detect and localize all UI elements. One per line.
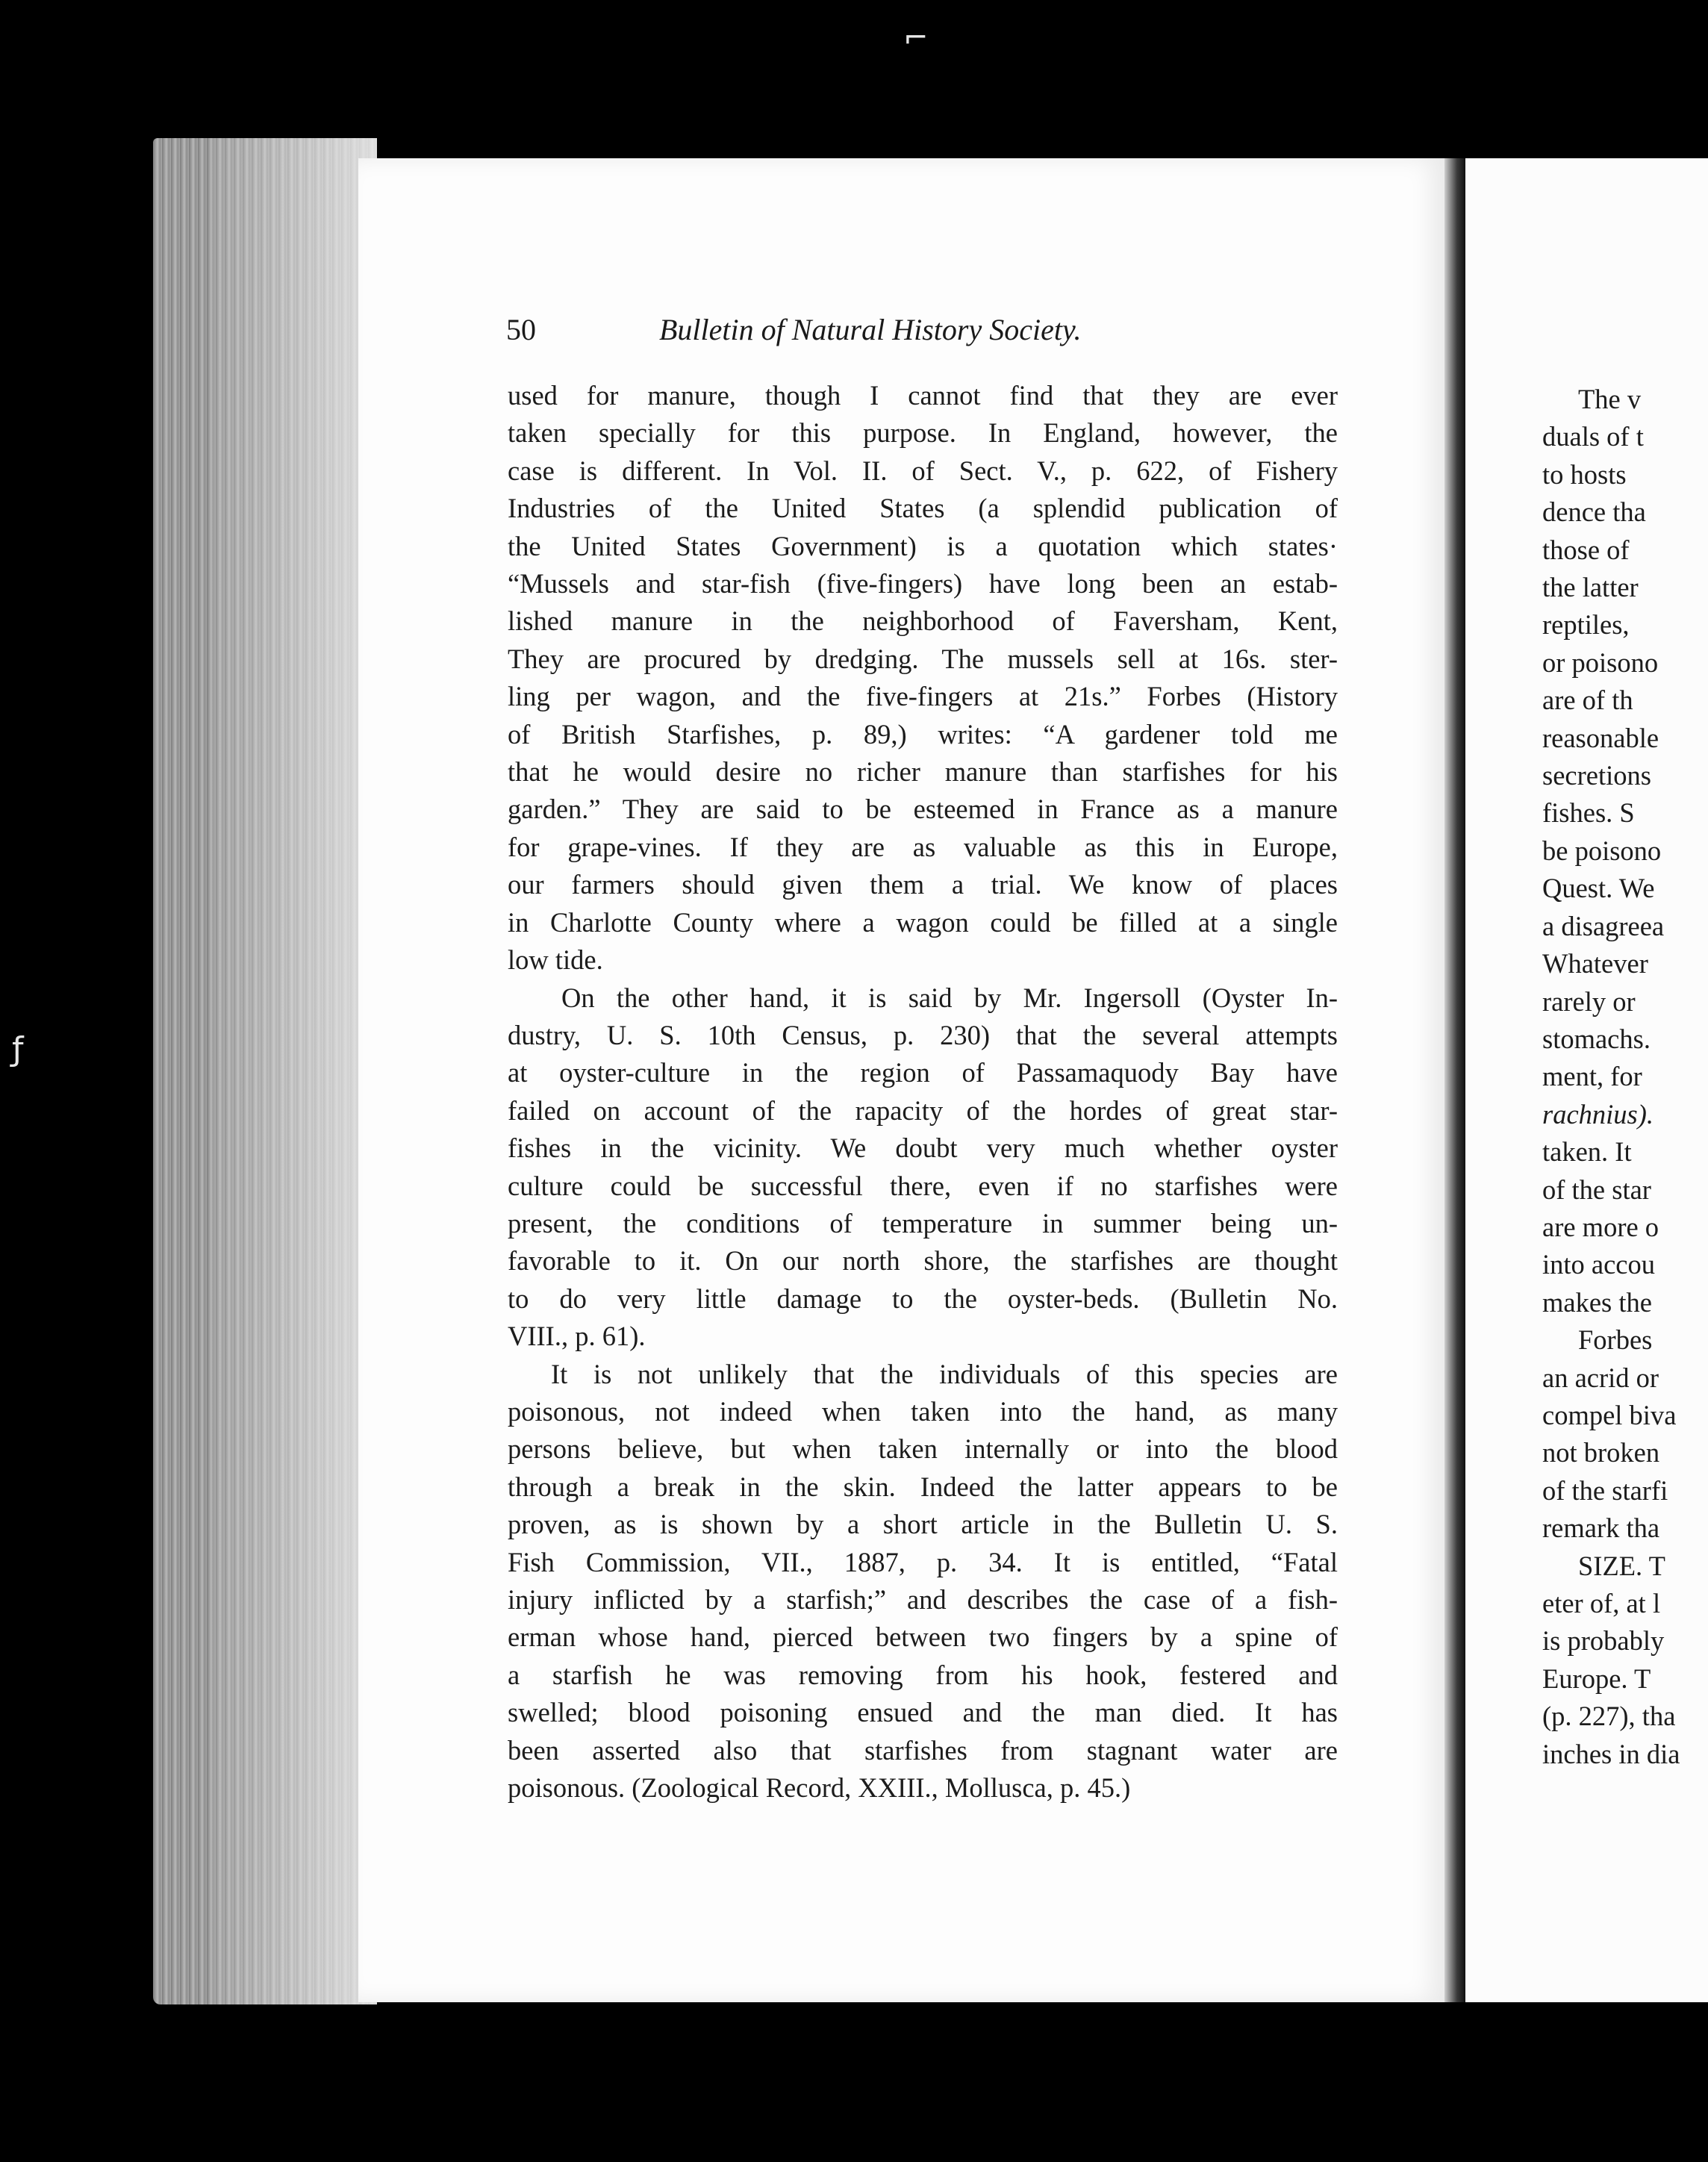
text-line: of the star [1542,1174,1651,1205]
book-gutter [1444,158,1465,2002]
text-line: present, the conditions of temperature in summer being un- [508,1207,1338,1239]
text-line: at oyster-culture in the region of Passamaquody Bay have [508,1057,1338,1088]
text-line: SIZE. T [1578,1550,1665,1581]
text-line: swelled; blood poisoning ensued and the man died. It has [508,1697,1338,1728]
text-line: taken. It [1542,1136,1632,1168]
text-line: fishes. S [1542,797,1635,829]
text-line: those of [1542,534,1630,565]
paragraph [508,979,1338,1356]
text-line: the United States Government) is a quotation which states· [508,530,1338,561]
text-line: are of th [1542,685,1633,716]
text-line: not broken [1542,1437,1660,1468]
text-line: “Mussels and star-fish (five-fingers) have long been an estab- [508,568,1338,599]
text-line: reasonable [1542,722,1659,753]
text-line: to do very little damage to the oyster-beds. (Bulletin No. [508,1283,1338,1314]
text-line: inches in dia [1542,1738,1680,1769]
text-line: used for manure, though I cannot find that they are ever [508,380,1338,411]
text-line: Whatever [1542,948,1648,979]
text-line: poisonous, not indeed when taken into the hand, as many [508,1395,1338,1427]
text-line: It is not unlikely that the individuals of this species are [551,1358,1338,1389]
text-line: Forbes [1578,1324,1653,1356]
text-line: rarely or [1542,985,1636,1017]
text-line: been asserted also that starfishes from stagnant water are [508,1734,1338,1766]
text-line: rachnius). [1542,1098,1654,1130]
text-line: erman whose hand, pierced between two fingers by a spine of [508,1622,1338,1653]
text-line: (p. 227), tha [1542,1701,1676,1732]
text-line: The v [1578,384,1642,414]
text-line: the latter [1542,572,1639,603]
text-line: Europe. T [1542,1663,1651,1694]
paragraph [508,1356,1338,1807]
text-line: taken specially for this purpose. In England, however, the [508,417,1338,449]
text-line: or poisono [1542,647,1659,678]
text-line: reptiles, [1542,609,1630,641]
text-line: be poisono [1542,835,1662,866]
text-line: our farmers should given them a trial. We know of places [508,869,1338,900]
text-line: dence tha [1542,496,1646,528]
text-line: lished manure in the neighborhood of Faversham, Kent, [508,605,1338,637]
paragraph [508,377,1338,979]
text-line: ling per wagon, and the five-fingers at 21s.” Forbes (History [508,681,1338,712]
book-page-edges [153,138,377,2004]
text-line: in Charlotte County where a wagon could be filled at a single [508,906,1338,938]
scan-artifact-mark: ⌐ [903,21,929,55]
text-line: ment, for [1542,1061,1642,1092]
text-line: secretions [1542,760,1651,791]
text-line: of the starfi [1542,1474,1668,1506]
text-line: are more o [1542,1211,1659,1242]
text-line: They are procured by dredging. The mussels sell at 16s. ster- [508,643,1338,674]
text-line: favorable to it. On our north shore, the starfishes are thought [508,1245,1338,1277]
text-line: VIII., p. 61). [508,1321,646,1352]
text-line: that he would desire no richer manure than starfishes for his [508,756,1338,788]
text-line: Quest. We [1542,873,1655,904]
text-line: failed on account of the rapacity of the hordes of great star- [508,1094,1338,1126]
text-line: of British Starfishes, p. 89,) writes: “A gardener told me [508,718,1338,750]
text-line: makes the [1542,1286,1652,1318]
text-line: low tide. [508,944,603,976]
running-title: Bulletin of Natural History Society. [659,313,1082,346]
text-line: poisonous. (Zoological Record, XXIII., Mollusca, p. 45.) [508,1772,1131,1804]
text-line: to hosts [1542,458,1627,490]
text-line: eter of, at l [1542,1588,1661,1619]
text-line: fishes in the vicinity. We doubt very much whether oyster [508,1133,1338,1164]
text-line: remark tha [1542,1513,1660,1544]
text-line: Fish Commission, VII., 1887, p. 34. It is entitled, “Fatal [508,1546,1338,1577]
right-page-body-fragment [1542,381,1708,1773]
text-line: persons believe, but when taken internally or into the blood [508,1433,1338,1465]
text-line: an acrid or [1542,1362,1659,1393]
text-line: a starfish he was removing from his hook, festered and [508,1659,1338,1690]
text-line: for grape-vines. If they are as valuable as this in Europe, [508,831,1338,862]
text-line: duals of t [1542,421,1644,452]
page-number: 50 [506,313,536,346]
scan-artifact-mark: ƒ [12,1030,24,1068]
text-line: stomachs. [1542,1023,1651,1054]
text-line: dustry, U. S. 10th Census, p. 230) that the several attempts [508,1019,1338,1050]
text-line: through a break in the skin. Indeed the latter appears to be [508,1471,1338,1502]
text-line: compel biva [1542,1399,1677,1430]
text-line: garden.” They are said to be esteemed in France as a manure [508,794,1338,825]
text-line: into accou [1542,1249,1656,1280]
page-header [506,312,1342,357]
text-line: case is different. In Vol. II. of Sect. V., p. 622, of Fishery [508,455,1338,486]
text-line: injury inflicted by a starfish;” and describes the case of a fish- [508,1584,1338,1615]
text-line: culture could be successful there, even if no starfishes were [508,1170,1338,1201]
text-line: Industries of the United States (a splendid publication of [508,493,1338,524]
left-page-body [508,377,1338,1807]
text-line: a disagreea [1542,910,1665,941]
text-line: proven, as is shown by a short article in the Bulletin U. S. [508,1509,1338,1540]
text-line: is probably [1542,1625,1665,1657]
text-line: On the other hand, it is said by Mr. Ingersoll (Oyster In- [561,982,1338,1013]
